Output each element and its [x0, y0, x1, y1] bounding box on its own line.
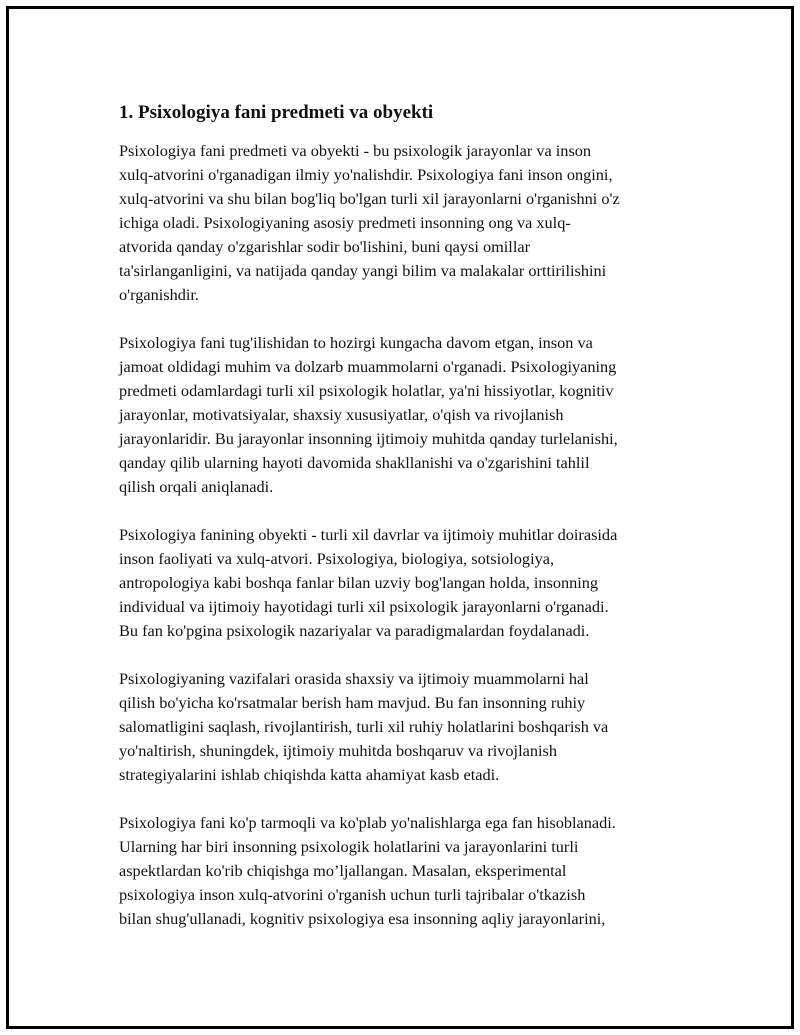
paragraph-line: aspektlardan ko'rib chiqishga mo’ljallangan. Masalan, eksperimental	[119, 861, 567, 880]
paragraph-line: Psixologiya fani tug'ilishidan to hozirgi kungacha davom etgan, inson va	[119, 333, 593, 352]
paragraph	[119, 331, 694, 499]
paragraph-line: o'rganishdir.	[119, 285, 199, 304]
paragraph-line: xulq-atvorini o'rganadigan ilmiy yo'nalishdir. Psixologiya fani inson ongini,	[119, 165, 613, 184]
document-body	[119, 101, 694, 955]
paragraph-line: antropologiya kabi boshqa fanlar bilan uzviy bog'langan holda, insonning	[119, 573, 599, 592]
paragraph-line: ta'sirlanganligini, va natijada qanday yangi bilim va malakalar orttirilishini	[119, 261, 607, 280]
paragraph-line: jarayonlar, motivatsiyalar, shaxsiy xususiyatlar, o'qish va rivojlanish	[119, 405, 564, 424]
paragraph-line: qilish bo'yicha ko'rsatmalar berish ham mavjud. Bu fan insonning ruhiy	[119, 693, 586, 712]
paragraph	[119, 523, 694, 643]
paragraph-line: Psixologiya fani predmeti va obyekti - bu psixologik jarayonlar va inson	[119, 141, 592, 160]
paragraph-line: qilish orqali aniqlanadi.	[119, 477, 274, 496]
paragraph-line: individual va ijtimoiy hayotidagi turli xil psixologik jarayonlarni o'rganadi.	[119, 597, 609, 616]
paragraph-line: strategiyalarini ishlab chiqishda katta ahamiyat kasb etadi.	[119, 765, 500, 784]
paragraph-line: bilan shug'ullanadi, kognitiv psixologiya esa insonning aqliy jarayonlarini,	[119, 909, 606, 928]
paragraph-line: predmeti odamlardagi turli xil psixologik holatlar, ya'ni hissiyotlar, kognitiv	[119, 381, 614, 400]
paragraph-line: atvorida qanday o'zgarishlar sodir bo'lishini, buni qaysi omillar	[119, 237, 531, 256]
section-heading: 1. Psixologiya fani predmeti va obyekti	[119, 102, 434, 123]
paragraph-line: Psixologiya fani ko'p tarmoqli va ko'plab yo'nalishlarga ega fan hisoblanadi.	[119, 813, 616, 832]
paragraph-line: Ularning har biri insonning psixologik holatlarini va jarayonlarini turli	[119, 837, 579, 856]
paragraph-line: jamoat oldidagi muhim va dolzarb muammolarni o'rganadi. Psixologiyaning	[119, 357, 617, 376]
page-frame	[6, 6, 794, 1029]
paragraph-line: xulq-atvorini va shu bilan bog'liq bo'lgan turli xil jarayonlarni o'rganishni o'z	[119, 189, 620, 208]
paragraph-list	[119, 139, 694, 931]
paragraph-line: Bu fan ko'pgina psixologik nazariyalar va paradigmalardan foydalanadi.	[119, 621, 590, 640]
paragraph	[119, 139, 694, 307]
paragraph-line: qanday qilib ularning hayoti davomida shakllanishi va o'zgarishini tahlil	[119, 453, 590, 472]
paragraph-line: inson faoliyati va xulq-atvori. Psixologiya, biologiya, sotsiologiya,	[119, 549, 555, 568]
paragraph-line: Psixologiyaning vazifalari orasida shaxsiy va ijtimoiy muammolarni hal	[119, 669, 589, 688]
paragraph	[119, 667, 694, 787]
paragraph-line: jarayonlaridir. Bu jarayonlar insonning ijtimoiy muhitda qanday turlelanishi,	[119, 429, 618, 448]
paragraph-line: ichiga oladi. Psixologiyaning asosiy predmeti insonning ong va xulq-	[119, 213, 571, 232]
paragraph-line: psixologiya inson xulq-atvorini o'rganish uchun turli tajribalar o'tkazish	[119, 885, 586, 904]
paragraph-line: salomatligini saqlash, rivojlantirish, turli xil ruhiy holatlarini boshqarish va	[119, 717, 609, 736]
paragraph	[119, 811, 694, 931]
paragraph-line: Psixologiya fanining obyekti - turli xil davrlar va ijtimoiy muhitlar doirasida	[119, 525, 618, 544]
paragraph-line: yo'naltirish, shuningdek, ijtimoiy muhitda boshqaruv va rivojlanish	[119, 741, 557, 760]
